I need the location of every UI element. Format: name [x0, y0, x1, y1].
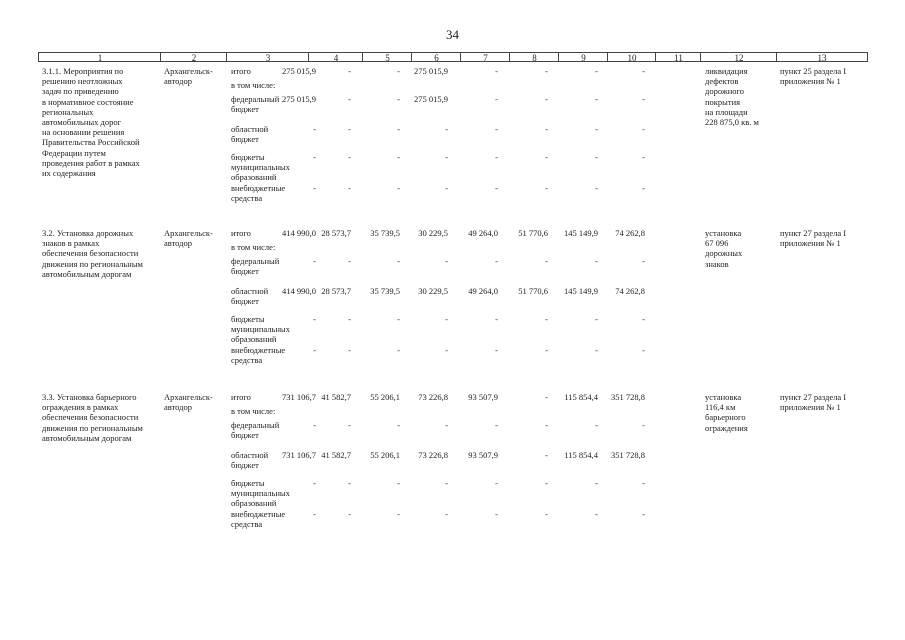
amount-cell: - [445, 509, 448, 519]
amount-cell: - [545, 450, 548, 460]
amount-cell: 74 262,8 [615, 286, 645, 296]
amount-cell: - [642, 124, 645, 134]
amount-cell: 73 226,8 [418, 450, 448, 460]
funding-source-label: итого [231, 66, 251, 76]
amount-cell: 30 229,5 [418, 228, 448, 238]
funding-source-label: итого [231, 228, 251, 238]
amount-cell: - [545, 94, 548, 104]
amount-cell: - [348, 94, 351, 104]
amount-cell: - [595, 314, 598, 324]
funding-source-label: федеральный бюджет [231, 420, 280, 441]
funding-source-label: федеральный бюджет [231, 94, 280, 115]
amount-cell: - [545, 314, 548, 324]
measure-title: 3.3. Установка барьерного ограждения в рамках обеспечения безопасности движения по региональным автомобильным дорогам [42, 392, 143, 443]
funding-source-label: бюджеты муниципальных образований [231, 478, 290, 509]
amount-cell: - [545, 478, 548, 488]
amount-cell: - [313, 152, 316, 162]
amount-cell: - [495, 183, 498, 193]
amount-cell: - [397, 66, 400, 76]
amount-cell: - [595, 66, 598, 76]
amount-cell: - [445, 256, 448, 266]
amount-cell: - [495, 94, 498, 104]
amount-cell: - [397, 478, 400, 488]
amount-cell: - [595, 345, 598, 355]
amount-cell: - [397, 509, 400, 519]
funding-source-label: областной бюджет [231, 450, 269, 471]
amount-cell: 275 015,9 [282, 66, 316, 76]
reference: пункт 27 раздела I приложения № 1 [780, 228, 847, 249]
amount-cell: - [397, 94, 400, 104]
amount-cell: 145 149,9 [564, 286, 598, 296]
amount-cell: - [545, 509, 548, 519]
amount-cell: - [545, 345, 548, 355]
amount-cell: 30 229,5 [418, 286, 448, 296]
amount-cell: - [313, 124, 316, 134]
amount-cell: - [642, 94, 645, 104]
amount-cell: - [445, 183, 448, 193]
amount-cell: 55 206,1 [370, 450, 400, 460]
amount-cell: - [348, 345, 351, 355]
funding-source-label: областной бюджет [231, 124, 269, 145]
amount-cell: - [313, 256, 316, 266]
amount-cell: - [445, 345, 448, 355]
measure-title: 3.1.1. Мероприятия по решению неотложных задач по приведению в нормативное состояние региональных автомобильных дорог на основании решения Правительства Российской Федерации путем проведения работ в рамках их содержания [42, 66, 140, 179]
amount-cell: - [445, 314, 448, 324]
funding-source-label: в том числе: [231, 80, 276, 90]
amount-cell: - [348, 66, 351, 76]
amount-cell: - [397, 345, 400, 355]
amount-cell: - [642, 509, 645, 519]
amount-cell: 275 015,9 [282, 94, 316, 104]
amount-cell: 51 770,6 [518, 286, 548, 296]
column-header-3: 3 [226, 52, 309, 62]
reference: пункт 25 раздела I приложения № 1 [780, 66, 847, 87]
funding-source-label: внебюджетные средства [231, 183, 286, 204]
amount-cell: - [545, 66, 548, 76]
measure-title: 3.2. Установка дорожных знаков в рамках обеспечения безопасности движения по региональным автомобильным дорогам [42, 228, 143, 279]
amount-cell: - [495, 345, 498, 355]
amount-cell: 49 264,0 [468, 286, 498, 296]
amount-cell: - [595, 509, 598, 519]
amount-cell: - [397, 314, 400, 324]
amount-cell: 35 739,5 [370, 228, 400, 238]
funding-source-label: внебюджетные средства [231, 345, 286, 366]
amount-cell: - [545, 152, 548, 162]
amount-cell: - [595, 152, 598, 162]
column-header-9: 9 [558, 52, 608, 62]
funding-source-label: бюджеты муниципальных образований [231, 314, 290, 345]
amount-cell: 41 582,7 [321, 392, 351, 402]
amount-cell: 145 149,9 [564, 228, 598, 238]
amount-cell: - [313, 345, 316, 355]
amount-cell: - [495, 152, 498, 162]
amount-cell: - [348, 509, 351, 519]
amount-cell: - [642, 420, 645, 430]
funding-source-label: внебюджетные средства [231, 509, 286, 530]
amount-cell: 731 106,7 [282, 392, 316, 402]
amount-cell: 731 106,7 [282, 450, 316, 460]
amount-cell: 115 854,4 [564, 450, 598, 460]
amount-cell: - [495, 314, 498, 324]
page-number: 34 [446, 27, 459, 42]
amount-cell: - [595, 183, 598, 193]
amount-cell: 275 015,9 [414, 94, 448, 104]
amount-cell: 414 990,0 [282, 228, 316, 238]
amount-cell: - [642, 66, 645, 76]
funding-source-label: итого [231, 392, 251, 402]
amount-cell: - [348, 183, 351, 193]
expected-result: установка 116,4 км барьерного ограждения [705, 392, 748, 433]
amount-cell: 28 573,7 [321, 286, 351, 296]
column-header-5: 5 [362, 52, 412, 62]
column-header-13: 13 [776, 52, 868, 62]
column-header-7: 7 [460, 52, 510, 62]
amount-cell: - [545, 124, 548, 134]
column-header-2: 2 [160, 52, 227, 62]
column-header-6: 6 [411, 52, 461, 62]
amount-cell: - [348, 420, 351, 430]
amount-cell: 28 573,7 [321, 228, 351, 238]
amount-cell: 414 990,0 [282, 286, 316, 296]
amount-cell: - [445, 420, 448, 430]
amount-cell: - [313, 183, 316, 193]
amount-cell: - [642, 152, 645, 162]
amount-cell: - [348, 478, 351, 488]
column-header-11: 11 [655, 52, 701, 62]
executor: Архангельск- автодор [164, 66, 213, 87]
amount-cell: - [313, 509, 316, 519]
amount-cell: 275 015,9 [414, 66, 448, 76]
amount-cell: - [397, 152, 400, 162]
amount-cell: - [545, 183, 548, 193]
amount-cell: - [545, 420, 548, 430]
amount-cell: - [348, 314, 351, 324]
amount-cell: - [495, 66, 498, 76]
amount-cell: - [642, 345, 645, 355]
amount-cell: - [595, 256, 598, 266]
amount-cell: - [397, 420, 400, 430]
funding-source-label: в том числе: [231, 242, 276, 252]
amount-cell: - [397, 256, 400, 266]
amount-cell: - [348, 124, 351, 134]
amount-cell: 73 226,8 [418, 392, 448, 402]
amount-cell: - [545, 392, 548, 402]
amount-cell: 93 507,9 [468, 450, 498, 460]
amount-cell: - [313, 478, 316, 488]
column-header-10: 10 [607, 52, 656, 62]
amount-cell: - [642, 256, 645, 266]
amount-cell: - [642, 478, 645, 488]
reference: пункт 27 раздела I приложения № 1 [780, 392, 847, 413]
funding-source-label: областной бюджет [231, 286, 269, 307]
amount-cell: 51 770,6 [518, 228, 548, 238]
amount-cell: 41 582,7 [321, 450, 351, 460]
column-header-4: 4 [308, 52, 363, 62]
column-header-1: 1 [38, 52, 161, 62]
funding-source-label: в том числе: [231, 406, 276, 416]
amount-cell: - [313, 314, 316, 324]
amount-cell: - [445, 152, 448, 162]
amount-cell: 93 507,9 [468, 392, 498, 402]
amount-cell: - [348, 152, 351, 162]
amount-cell: 35 739,5 [370, 286, 400, 296]
expected-result: установка 67 096 дорожных знаков [705, 228, 743, 269]
amount-cell: 74 262,8 [615, 228, 645, 238]
amount-cell: - [397, 183, 400, 193]
amount-cell: - [445, 124, 448, 134]
amount-cell: - [445, 478, 448, 488]
amount-cell: - [495, 124, 498, 134]
amount-cell: - [313, 420, 316, 430]
funding-source-label: федеральный бюджет [231, 256, 280, 277]
executor: Архангельск- автодор [164, 228, 213, 249]
amount-cell: - [595, 420, 598, 430]
amount-cell: - [595, 94, 598, 104]
amount-cell: - [642, 183, 645, 193]
amount-cell: - [595, 124, 598, 134]
amount-cell: - [545, 256, 548, 266]
amount-cell: 49 264,0 [468, 228, 498, 238]
amount-cell: 351 728,8 [611, 450, 645, 460]
amount-cell: 55 206,1 [370, 392, 400, 402]
column-header-12: 12 [700, 52, 777, 62]
amount-cell: 351 728,8 [611, 392, 645, 402]
amount-cell: - [495, 256, 498, 266]
executor: Архангельск- автодор [164, 392, 213, 413]
amount-cell: - [495, 509, 498, 519]
expected-result: ликвидация дефектов дорожного покрытия на площади 228 875,0 кв. м [705, 66, 759, 128]
amount-cell: - [595, 478, 598, 488]
amount-cell: 115 854,4 [564, 392, 598, 402]
funding-source-label: бюджеты муниципальных образований [231, 152, 290, 183]
amount-cell: - [642, 314, 645, 324]
amount-cell: - [495, 478, 498, 488]
amount-cell: - [348, 256, 351, 266]
amount-cell: - [495, 420, 498, 430]
amount-cell: - [397, 124, 400, 134]
column-header-8: 8 [509, 52, 559, 62]
